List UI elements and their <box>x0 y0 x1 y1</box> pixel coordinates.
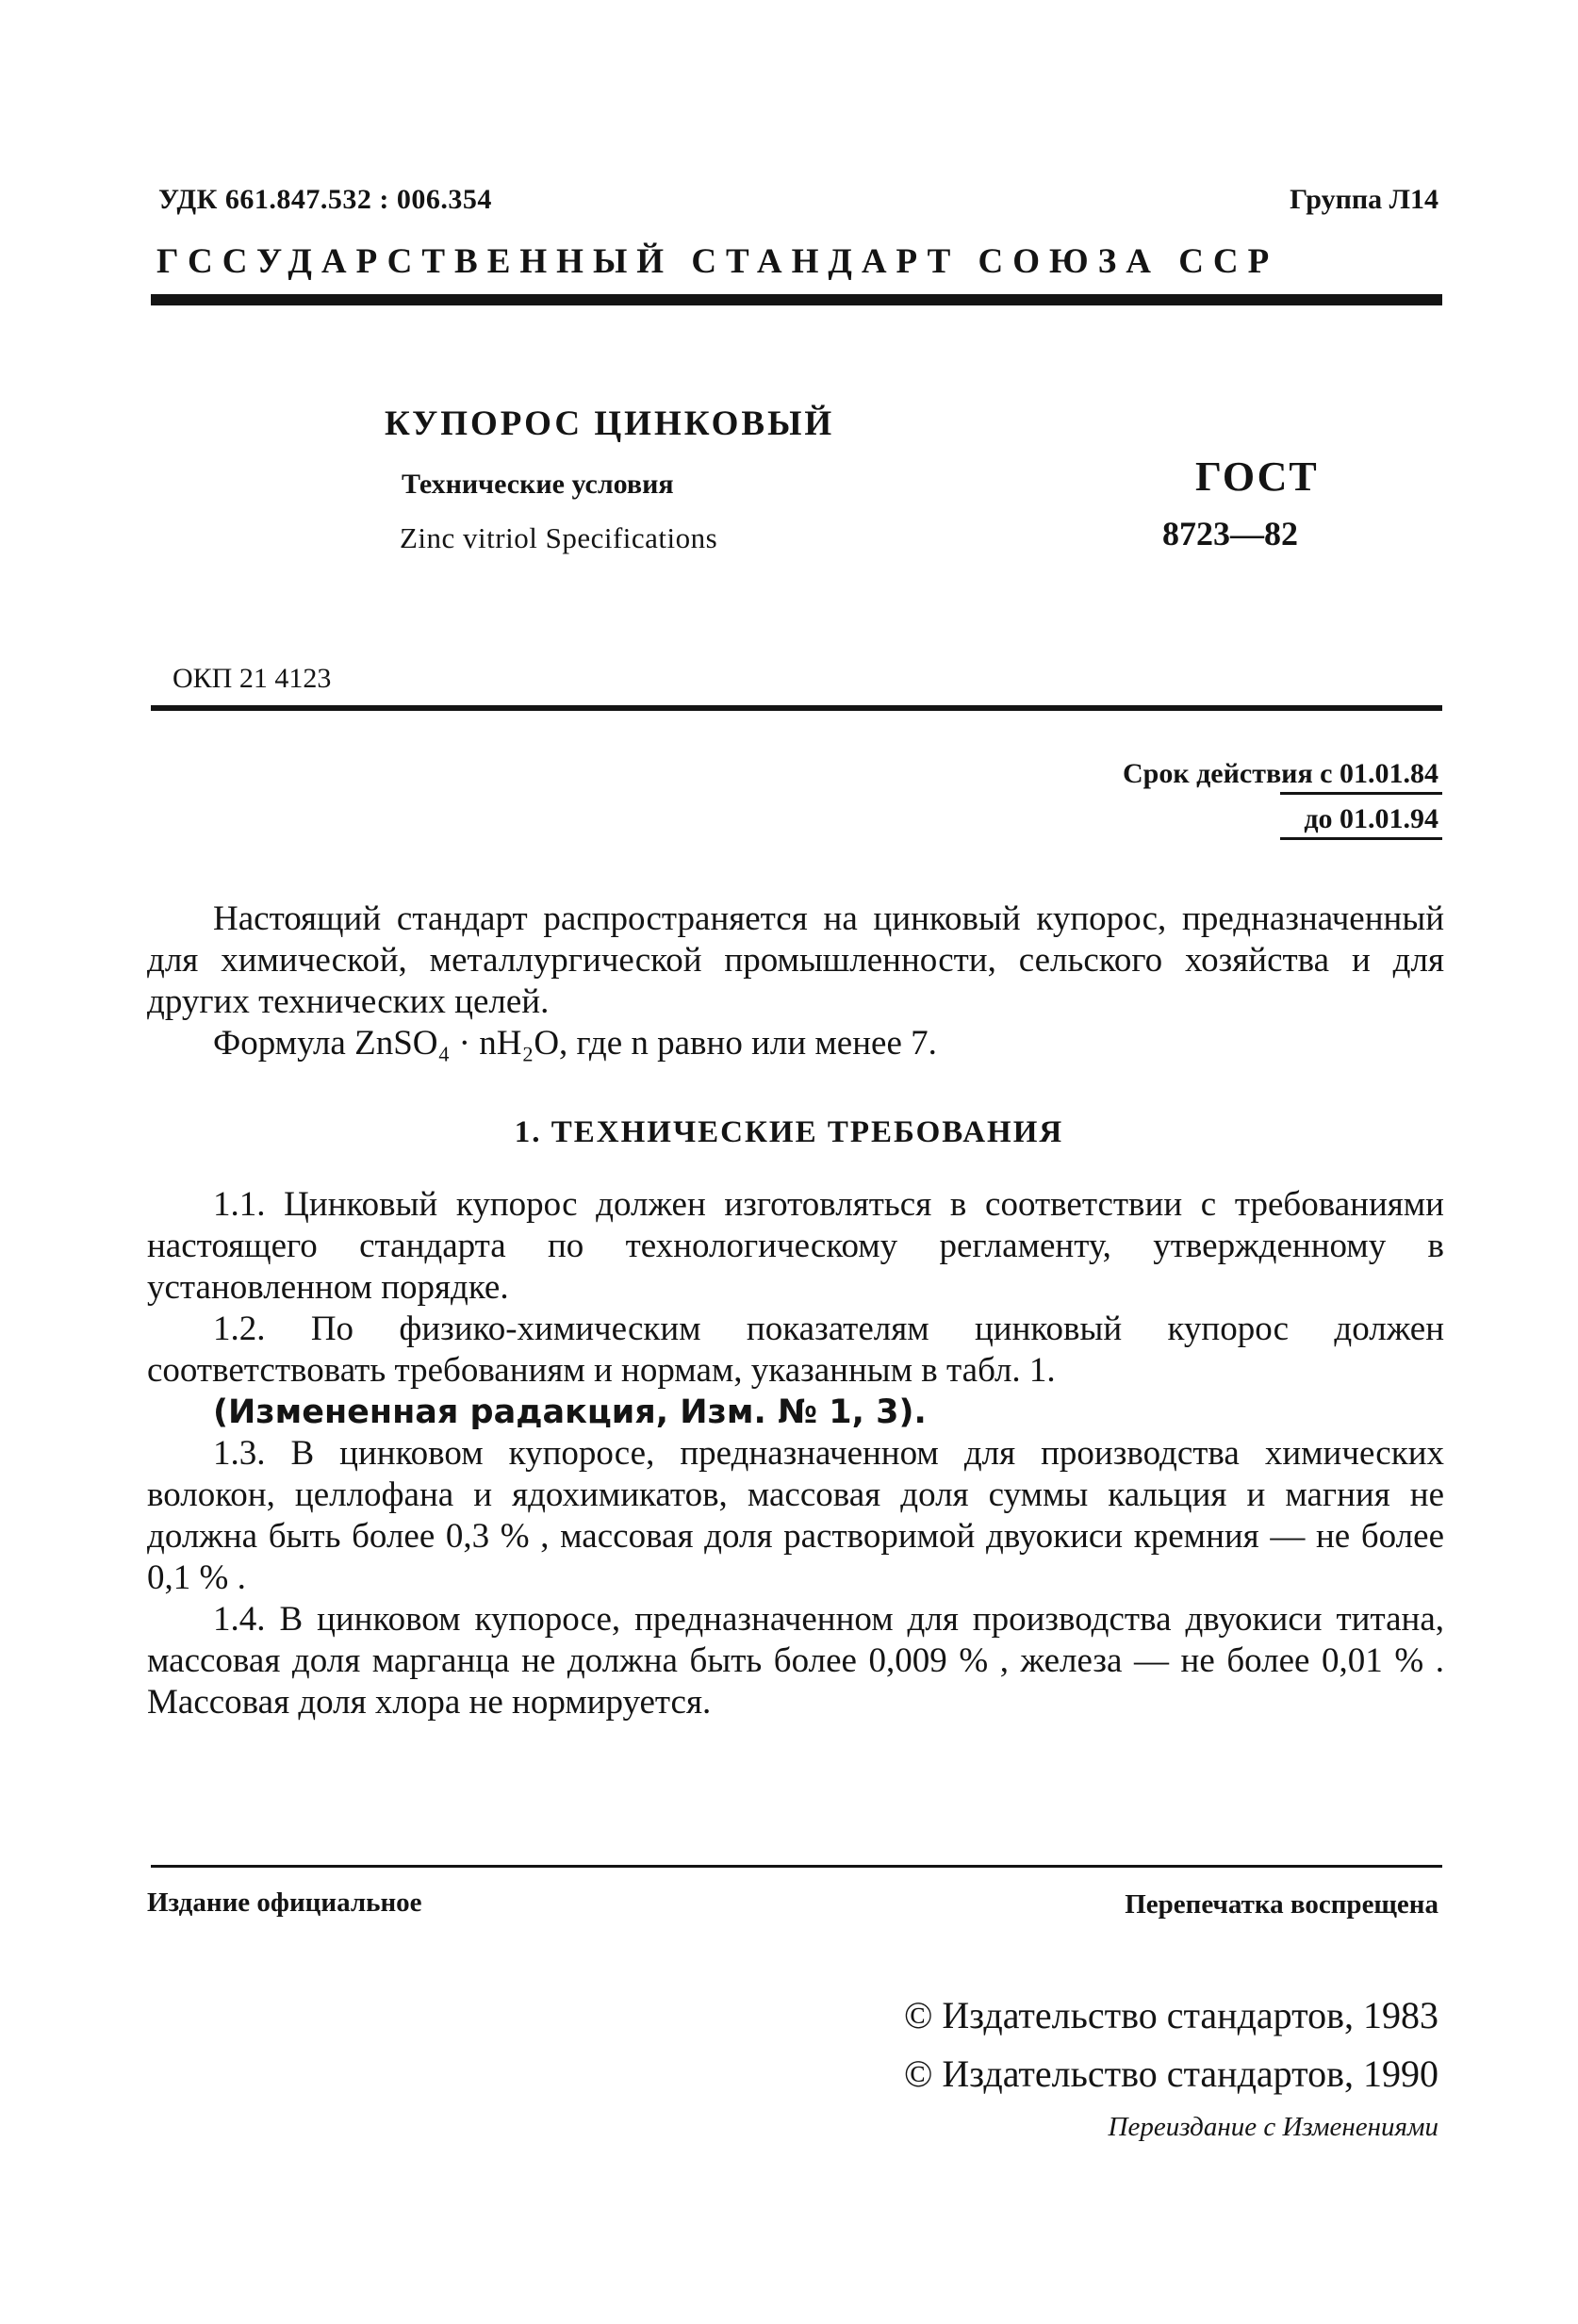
clause-1-1: 1.1. Цинковый купорос должен изготовляться в соответствии с требованиями настоящего стандарта по технологическому регламенту, утвержденному в установленном порядке. <box>147 1185 1444 1307</box>
clause-1-2: 1.2. По физико-химическим показателям цинковый купорос должен соответствовать требованиям и нормам, указанным в табл. 1. <box>147 1310 1444 1390</box>
validity-block <box>1123 751 1438 842</box>
intro-block <box>147 898 1444 1064</box>
group-code: Группа Л14 <box>1290 184 1438 215</box>
clause-1-3: 1.3. В цинковом купоросе, предназначенном для производства химических волокон, целлофана и ядохимикатов, массовая доля суммы кальция и магния не должна быть более 0,3 % , массовая доля растворимой двуокиси кремния — не более 0,1 % . <box>147 1434 1444 1597</box>
reprint-prohibited-label: Перепечатка воспрещена <box>1125 1889 1438 1920</box>
validity-underline-2 <box>1280 837 1442 840</box>
section-heading: 1. ТЕХНИЧЕСКИЕ ТРЕБОВАНИЯ <box>514 1115 1064 1149</box>
clause-1-4: 1.4. В цинковом купоросе, предназначенном для производства двуокиси титана, массовая доля марганца не должна быть более 0,009 % , железа — не более 0,01 % . Массовая доля хлора не нормируется. <box>147 1600 1444 1722</box>
copyright-1983: © Издательство стандартов, 1983 <box>903 1994 1438 2036</box>
gost-label: ГОСТ <box>1195 453 1319 500</box>
okp-code: ОКП 21 4123 <box>173 663 332 694</box>
formula-paragraph: Формула ZnSO₄ · nH₂O, где n равно или менее 7. <box>213 1024 937 1063</box>
validity-underline-1 <box>1280 792 1442 795</box>
section-1-body <box>147 1184 1444 1723</box>
copyright-1990: © Издательство стандартов, 1990 <box>903 2052 1438 2095</box>
edited-note: (Измененная радакция, Изм. № 1, 3). <box>213 1393 927 1431</box>
udk-code: УДК 661.847.532 : 006.354 <box>158 184 492 215</box>
state-standard-heading: ГССУДАРСТВЕННЫЙ СТАНДАРТ СОЮЗА ССР <box>156 242 1279 281</box>
official-edition-label: Издание официальное <box>147 1887 422 1918</box>
validity-from: Срок действия с 01.01.84 <box>1123 758 1438 789</box>
reissue-note: Переиздание с Изменениями <box>1108 2112 1438 2142</box>
english-title: Zinc vitriol Specifications <box>400 521 718 554</box>
intro-paragraph: Настоящий стандарт распространяется на цинковый купорос, предназначенный для химической, металлургической промышленности, сельского хозяйства и для других технических целей. <box>147 899 1444 1021</box>
validity-to: до 01.01.94 <box>1304 803 1438 834</box>
document-subtitle: Технические условия <box>402 469 674 500</box>
document-title: КУПОРОС ЦИНКОВЫЙ <box>385 404 835 443</box>
okp-rule <box>151 705 1442 711</box>
gost-number: 8723—82 <box>1162 515 1298 552</box>
header-thick-rule <box>151 294 1442 305</box>
footer-rule <box>151 1865 1442 1868</box>
